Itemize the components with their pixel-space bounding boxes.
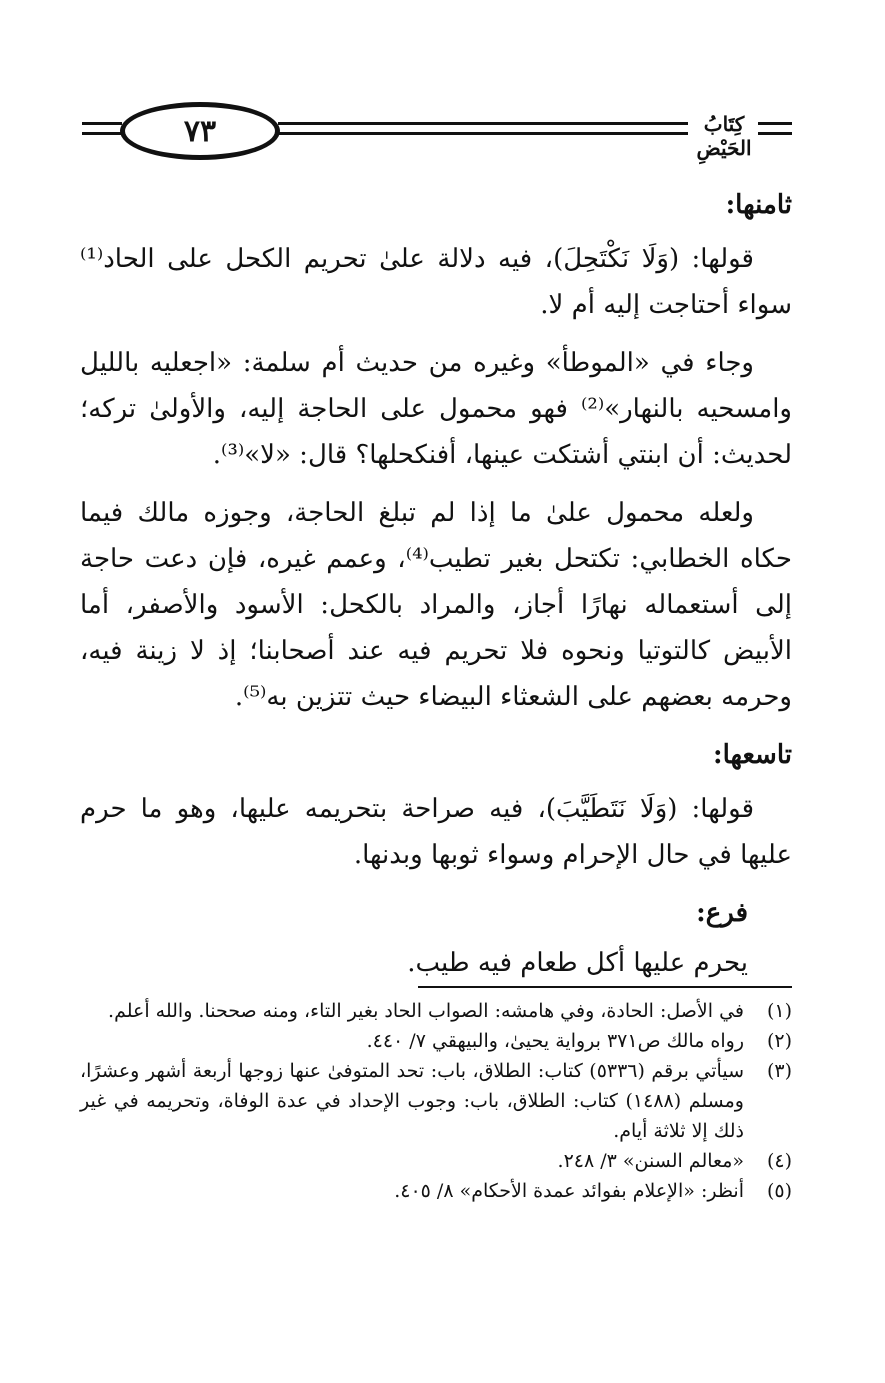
- footnote-number: (٥): [766, 1180, 792, 1202]
- section-heading: تاسعها:: [713, 740, 792, 770]
- footnote-number: (٣): [766, 1060, 792, 1082]
- footnote: [80, 1056, 792, 1146]
- paragraph: يحرم عليها أكل طعام فيه طيب.: [407, 948, 748, 978]
- header-rule: [278, 122, 688, 125]
- footnote-separator: [418, 986, 792, 988]
- footnote: [80, 1146, 792, 1176]
- paragraph: قولها: (وَلَا نَكْتَحِلَ)، فيه دلالة علىٰ تحريم الكحل على الحاد⁽¹⁾ سواء أحتاجت إليه أم لا.: [80, 244, 792, 320]
- paragraph: ولعله محمول علىٰ ما إذا لم تبلغ الحاجة، وجوزه مالك فيما حكاه الخطابي: تكتحل بغير تطيب⁽⁴⁾، وعمم غيره، فإن دعت حاجة إلى أستعماله نهارًا أجاز، والمراد بالكحل: الأسود والأصفر، أما الأبيض كالتوتيا ونحوه فلا تحريم فيه عند أصحابنا؛ إذ لا زينة فيه، وحرمه بعضهم على الشعثاء البيضاء حيث تتزين به⁽⁵⁾.: [80, 498, 792, 712]
- footnote-text: رواه مالك ص٣٧١ برواية يحيىٰ، والبيهقي ٧/ ٤٤٠.: [366, 1030, 744, 1052]
- footnote: [80, 996, 792, 1026]
- page-number: ٧٣: [183, 113, 217, 149]
- footnote-number: (١): [766, 1000, 792, 1022]
- footnote-text: في الأصل: الحادة، وفي هامشه: الصواب الحاد بغير التاء، ومنه صححنا. والله أعلم.: [108, 1000, 744, 1022]
- footnotes: [80, 996, 792, 1206]
- page-header: [82, 98, 792, 164]
- footnote-text: سيأتي برقم (٥٣٣٦) كتاب: الطلاق، باب: تحد المتوفىٰ عنها زوجها أربعة أشهر وعشرًا، ومسلم (١٤٨٨) كتاب: الطلاق، باب: وجوب الإحداد في عدة الوفاة، وتحريمه في غير ذلك إلا ثلاثة أيام.: [80, 1060, 744, 1142]
- footnote-number: (٤): [766, 1150, 792, 1172]
- footnote: [80, 1176, 792, 1206]
- header-rule: [278, 132, 688, 135]
- header-rule: [758, 132, 792, 135]
- section-heading: ثامنها:: [725, 190, 792, 220]
- paragraph: قولها: (وَلَا نَتَطَيَّبَ)، فيه صراحة بتحريمه عليها، وهو ما حرم عليها في حال الإحرام وسواء ثوبها وبدنها.: [80, 794, 792, 870]
- page-number-badge: [120, 102, 280, 160]
- footnote: [80, 1026, 792, 1056]
- subsection-heading: فرع:: [696, 898, 748, 928]
- footnote-number: (٢): [766, 1030, 792, 1052]
- header-rule: [82, 122, 122, 125]
- paragraph: وجاء في «الموطأ» وغيره من حديث أم سلمة: «اجعليه بالليل وامسحيه بالنهار»⁽²⁾ فهو محمول على الحاجة إليه، والأولىٰ تركه؛ لحديث: أن ابنتي أشتكت عينها، أفنكحلها؟ قال: «لا»⁽³⁾.: [80, 348, 792, 470]
- footnote-text: «معالم السنن» ٣/ ٢٤٨.: [557, 1150, 744, 1172]
- header-rule: [82, 132, 122, 135]
- chapter-title: كِتَابُ الحَيْضِ: [696, 112, 752, 160]
- footnote-text: أنظر: «الإعلام بفوائد عمدة الأحكام» ٨/ ٤٠٥.: [394, 1180, 744, 1202]
- header-rule: [758, 122, 792, 125]
- main-text: [80, 182, 792, 998]
